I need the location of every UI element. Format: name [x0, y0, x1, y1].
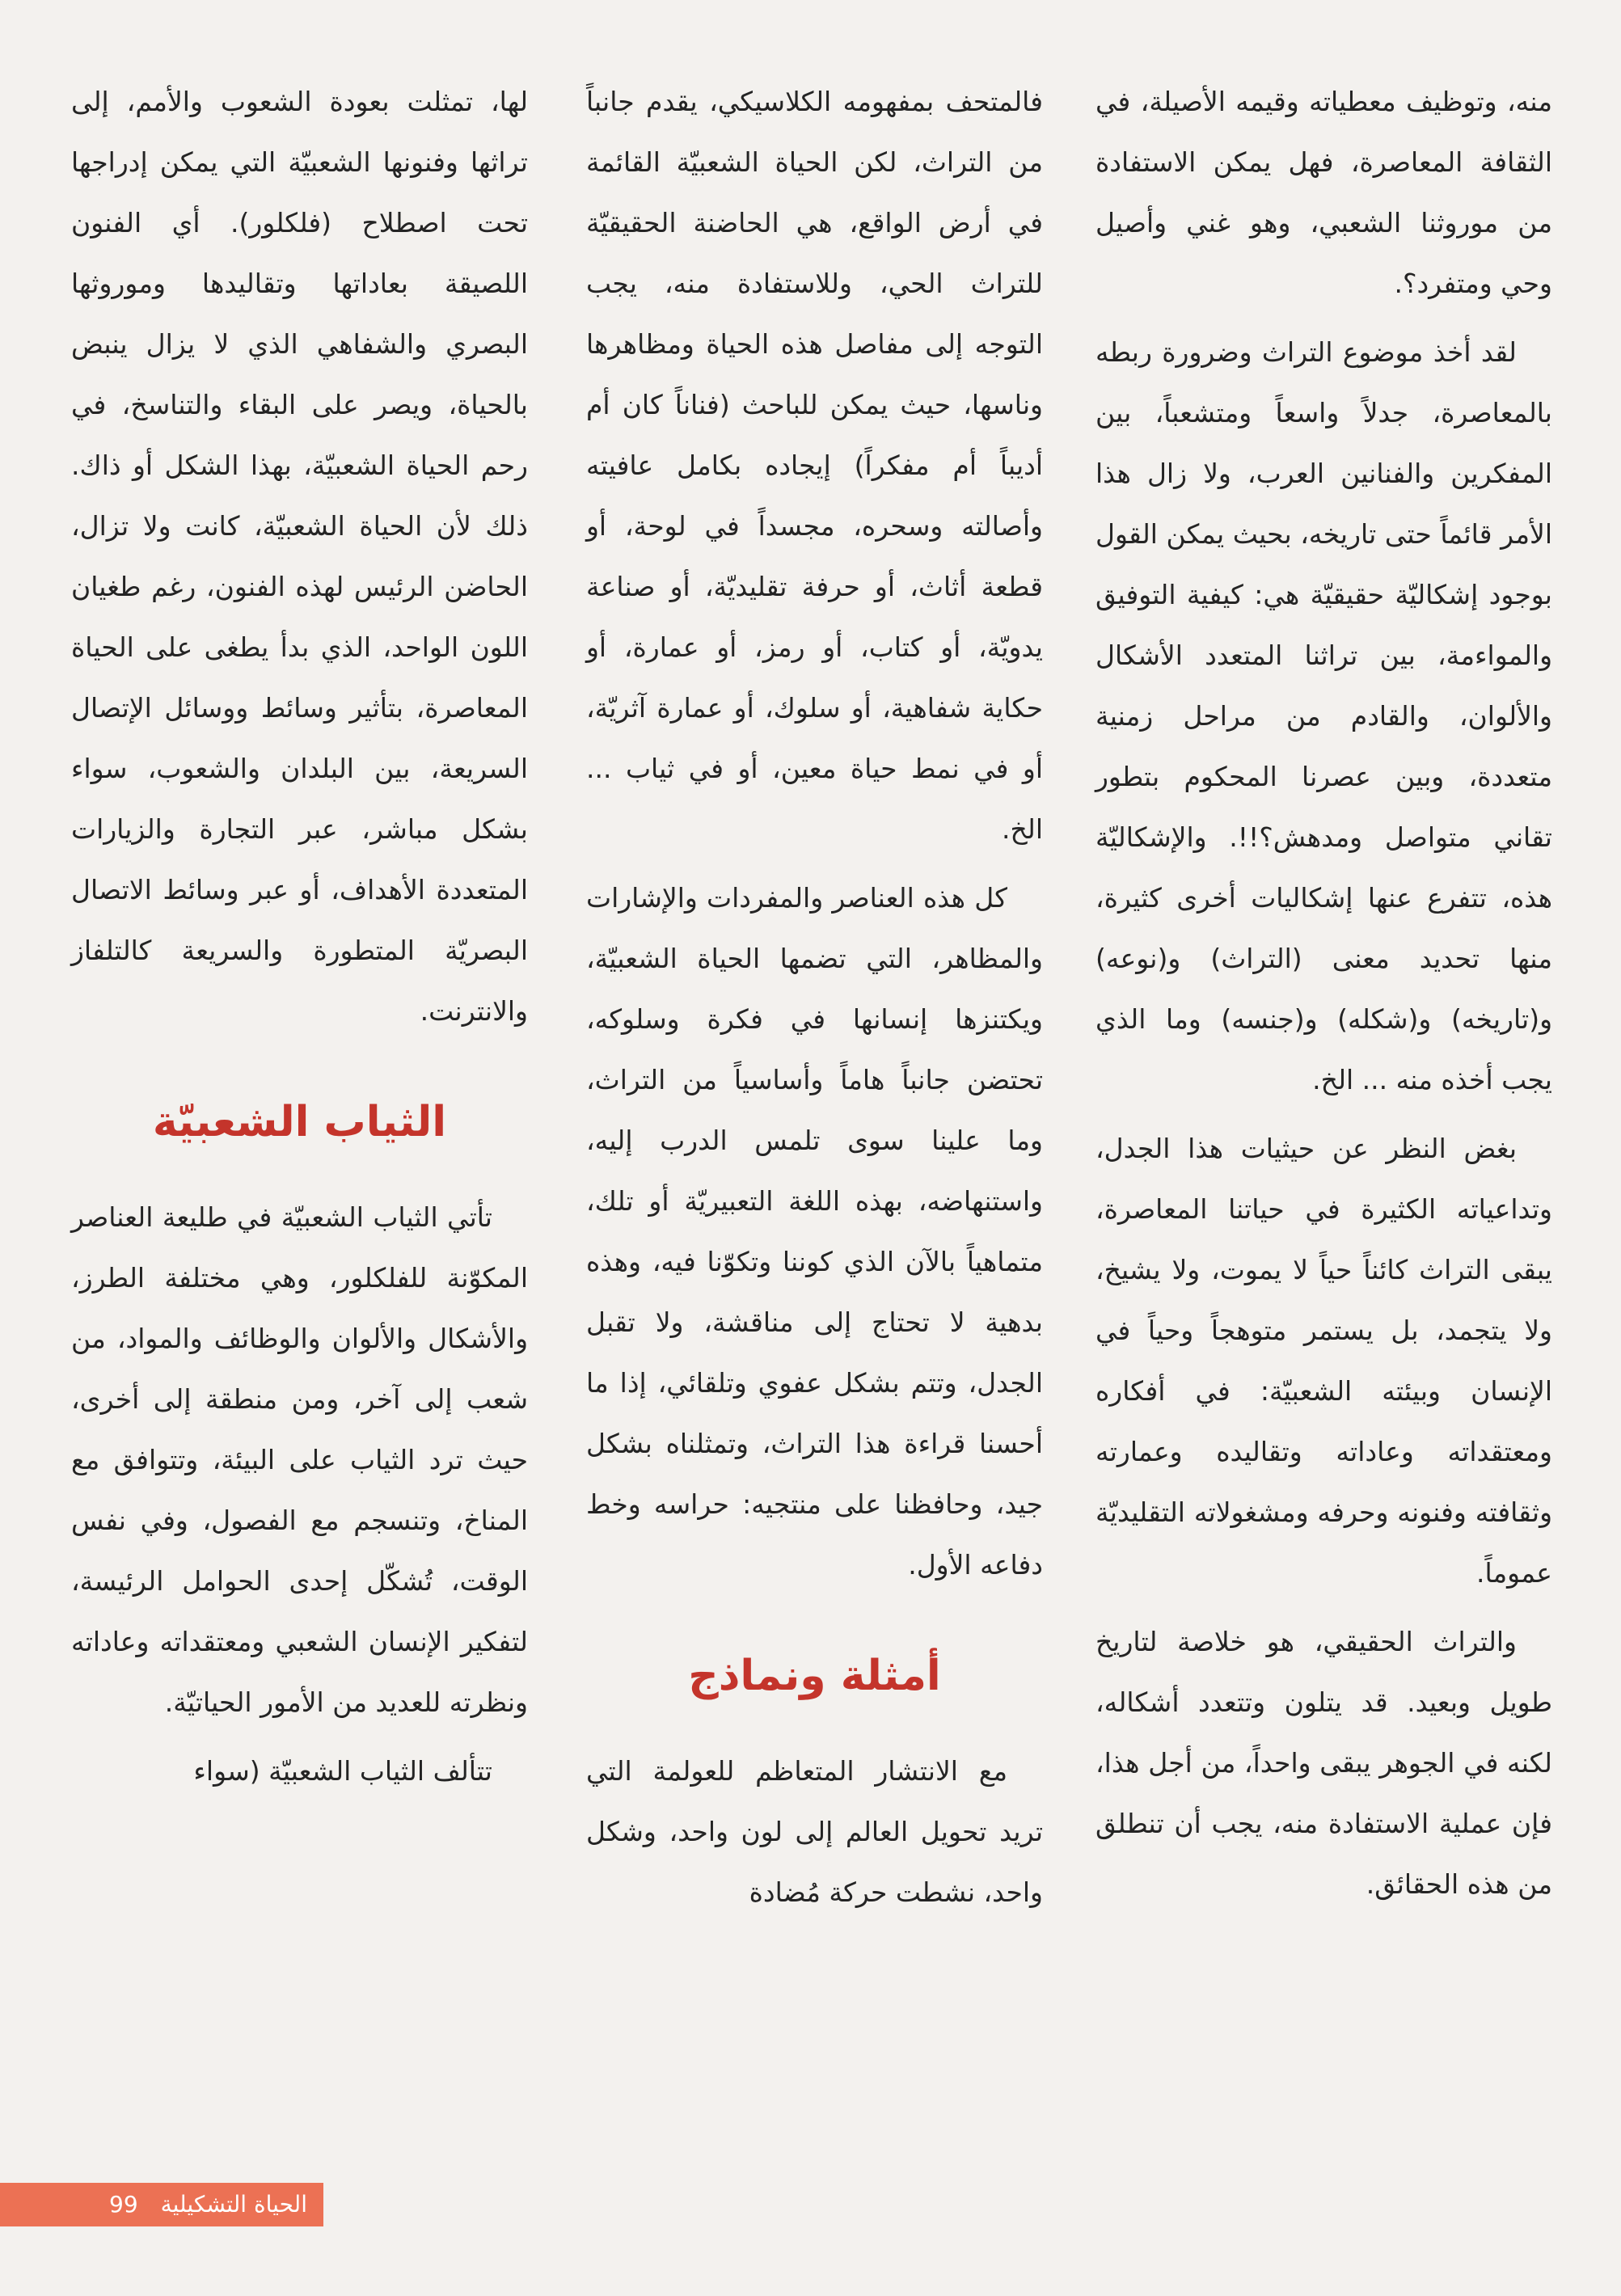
paragraph: لقد أخذ موضوع التراث وضرورة ربطه بالمعاصرة، جدلاً واسعاً ومتشعباً، بين المفكرين والفنانين العرب، ولا زال هذا الأمر قائماً حتى تاريخه، بحيث يمكن القول بوجود إشكاليّة حقيقيّة هي: كيفية التوفيق والمواءمة، بين تراثنا المتعدد الأشكال والألوان، والقادم من مراحل زمنية متعددة، وبين عصرنا المحكوم بتطور تقاني متواصل ومدهش؟!!. والإشكاليّة هذه، تتفرع عنها إشكاليات أخرى كثيرة، منها تحديد معنى (التراث) و(نوعه) و(تاريخه) و(شكله) و(جنسه) وما الذي يجب أخذه منه ... الخ.	[1095, 336, 1552, 1095]
paragraph: فالمتحف بمفهومه الكلاسيكي، يقدم جانباً من التراث، لكن الحياة الشعبيّة القائمة في أرض الواقع، هي الحاضنة الحقيقيّة للتراث الحي، وللاستفادة منه، يجب التوجه إلى مفاصل هذه الحياة ومظاهرها وناسها، حيث يمكن للباحث (فناناً كان أم أديباً أم مفكراً) إيجاده بكامل عافيته وأصالته وسحره، مجسداً في لوحة، أو قطعة أثاث، أو حرفة تقليديّة، أو صناعة يدويّة، أو كتاب، أو رمز، أو عمارة، أو حكاية شفاهية، أو سلوك، أو عمارة آثريّة، أو في نمط حياة معين، أو في ثياب ... الخ.	[586, 86, 1043, 845]
magazine-title: الحياة التشكيلية	[160, 2191, 307, 2218]
paragraph: والتراث الحقيقي، هو خلاصة لتاريخ طويل وبعيد. قد يتلون وتتعدد أشكاله، لكنه في الجوهر يبقى واحداً، من أجل هذا، فإن عملية الاستفادة منه، يجب أن تنطلق من هذه الحقائق.	[1095, 1626, 1552, 1900]
paragraph: كل هذه العناصر والمفردات والإشارات والمظاهر، التي تضمها الحياة الشعبيّة، ويكتنزها إنسانها في فكرة وسلوكه، تحتضن جانباً هاماً وأساسياً من التراث، وما علينا سوى تلمس الدرب إليه، واستنهاضه، بهذه اللغة التعبيريّة أو تلك، متماهياً بالآن الذي كوننا وتكوّنا فيه، وهذه بدهية لا تحتاج إلى مناقشة، ولا تقبل الجدل، وتتم بشكل عفوي وتلقائي، إذا ما أحسنا قراءة هذا التراث، وتمثلناه بشكل جيد، وحافظنا على منتجيه: حراسه وخط دفاعه الأول.	[586, 882, 1043, 1581]
paragraph: تأتي الثياب الشعبيّة في طليعة العناصر المكوّنة للفلكلور، وهي مختلفة الطرز، والأشكال والألوان والوظائف والمواد، من شعب إلى آخر، ومن منطقة إلى أخرى، حيث ترد الثياب على البيئة، وتتوافق مع المناخ، وتنسجم مع الفصول، وفي نفس الوقت، تُشكّل إحدى الحوامل الرئيسة، لتفكير الإنسان الشعبي ومعتقداته وعاداته ونظرته للعديد من الأمور الحياتيّة.	[71, 1201, 528, 1718]
article-column-right	[1095, 71, 1552, 1922]
article-column-middle	[586, 71, 1043, 1931]
article-column-left	[71, 71, 528, 1809]
paragraph: بغض النظر عن حيثيات هذا الجدل، وتداعياته الكثيرة في حياتنا المعاصرة، يبقى التراث كائناً حياً لا يموت، ولا يشيخ، ولا يتجمد، بل يستمر متوهجاً وحياً في الإنسان وبيئته الشعبيّة: في أفكاره ومعتقداته وعاداته وتقاليده وعمارته وثقافته وفنونه وحرفه ومشغولاته التقليديّة عموماً.	[1095, 1133, 1552, 1589]
page-footer	[0, 2183, 323, 2226]
paragraph: لها، تمثلت بعودة الشعوب والأمم، إلى تراثها وفنونها الشعبيّة التي يمكن إدراجها تحت اصطلاح (فلكلور). أي الفنون اللصيقة بعاداتها وتقاليدها وموروثها البصري والشفاهي الذي لا يزال ينبض بالحياة، ويصر على البقاء والتناسخ، في رحم الحياة الشعبيّة، بهذا الشكل أو ذاك. ذلك لأن الحياة الشعبيّة، كانت ولا تزال، الحاضن الرئيس لهذه الفنون، رغم طغيان اللون الواحد، الذي بدأ يطغى على الحياة المعاصرة، بتأثير وسائط ووسائل الإتصال السريعة، بين البلدان والشعوب، سواء بشكل مباشر، عبر التجارة والزيارات المتعددة الأهداف، أو عبر وسائط الاتصال البصريّة المتطورة والسريعة كالتلفاز والانترنت.	[71, 86, 528, 1027]
section-heading-folk-clothing: الثياب الشعبيّة	[152, 1098, 447, 1146]
section-heading-examples: أمثلة ونماذج	[688, 1652, 941, 1700]
page-number: 99	[109, 2191, 138, 2218]
paragraph: مع الانتشار المتعاظم للعولمة التي تريد تحويل العالم إلى لون واحد، وشكل واحد، نشطت حركة مُضادة	[586, 1755, 1043, 1908]
paragraph: تتألف الثياب الشعبيّة (سواء	[193, 1755, 492, 1787]
paragraph: منه، وتوظيف معطياته وقيمه الأصيلة، في الثقافة المعاصرة، فهل يمكن الاستفادة من موروثنا الشعبي، وهو غني وأصيل وحي ومتفرد؟.	[1095, 86, 1552, 299]
